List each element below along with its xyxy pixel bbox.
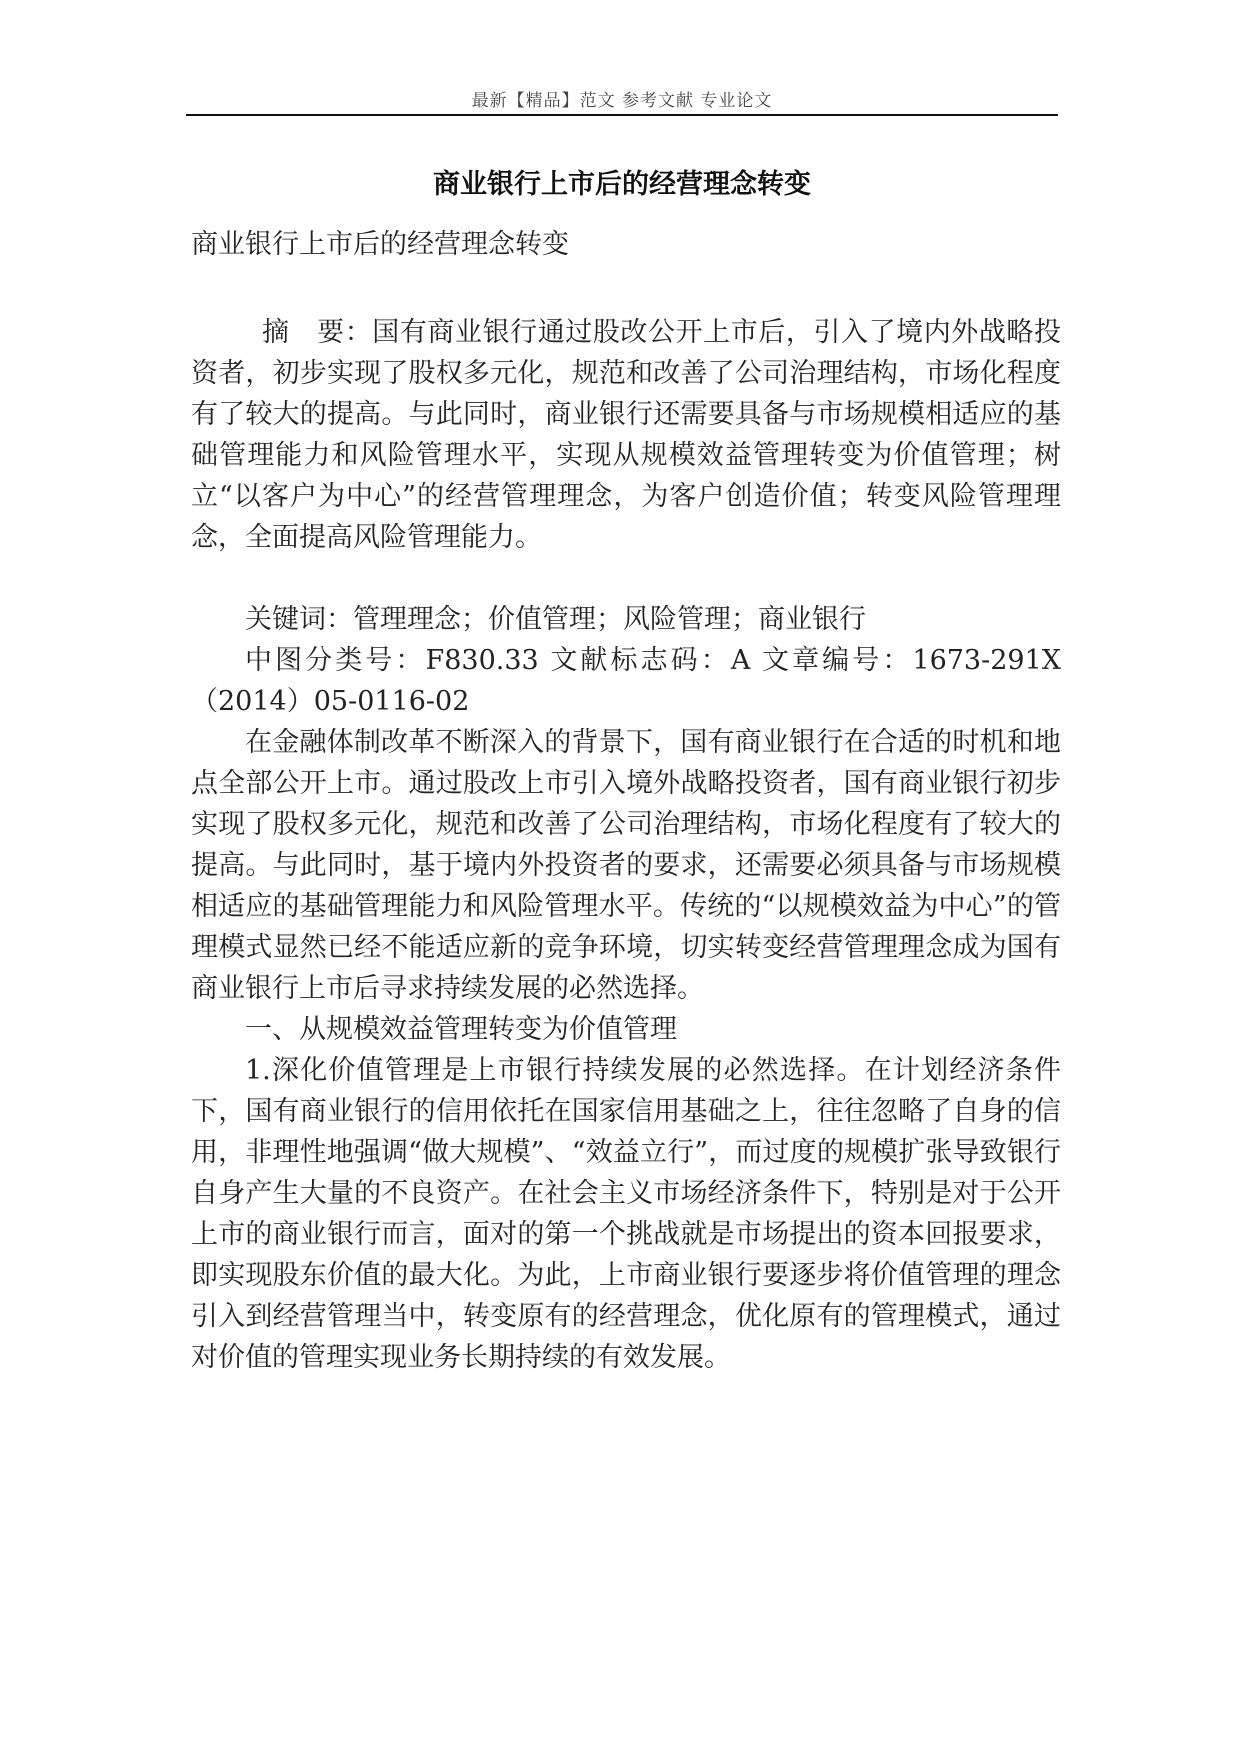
abstract-paragraph: 摘 要：国有商业银行通过股改公开上市后，引入了境内外战略投资者，初步实现了股权多元化，规范和改善了公司治理结构，市场化程度有了较大的提高。与此同时，商业银行还需要具备与市场规模相适应的基础管理能力和风险管理水平，实现从规模效益管理转变为价值管理；树立“以客户为中心”的经营管理理念，为客户创造价值；转变风险管理理念，全面提高风险管理能力。 — [191, 317, 1061, 553]
document-body — [191, 312, 1061, 1378]
paragraph-gap — [191, 558, 1061, 599]
keywords-line: 关键词：管理理念；价值管理；风险管理；商业银行 — [245, 604, 866, 635]
document-subtitle: 商业银行上市后的经营理念转变 — [191, 229, 569, 260]
header-divider — [186, 114, 1058, 116]
section-heading-1: 一、从规模效益管理转变为价值管理 — [245, 1014, 677, 1045]
classification-line: 中图分类号：F830.33 文献标志码：A 文章编号：1673-291X（2014）05-0116-02 — [191, 645, 1061, 717]
body-paragraph-2: 1.深化价值管理是上市银行持续发展的必然选择。在计划经济条件下，国有商业银行的信用依托在国家信用基础之上，往往忽略了自身的信用，非理性地强调“做大规模”、“效益立行”，而过度的规模扩张导致银行自身产生大量的不良资产。在社会主义市场经济条件下，特别是对于公开上市的商业银行而言，面对的第一个挑战就是市场提出的资本回报要求，即实现股东价值的最大化。为此，上市商业银行要逐步将价值管理的理念引入到经营管理当中，转变原有的经营理念，优化原有的管理模式，通过对价值的管理实现业务长期持续的有效发展。 — [191, 1055, 1061, 1373]
document-title: 商业银行上市后的经营理念转变 — [433, 169, 811, 200]
page-header: 最新【精品】范文 参考文献 专业论文 — [471, 91, 773, 111]
body-paragraph-1: 在金融体制改革不断深入的背景下，国有商业银行在合适的时机和地点全部公开上市。通过股改上市引入境外战略投资者，国有商业银行初步实现了股权多元化，规范和改善了公司治理结构，市场化程度有了较大的提高。与此同时，基于境内外投资者的要求，还需要必须具备与市场规模相适应的基础管理能力和风险管理水平。传统的“以规模效益为中心”的管理模式显然已经不能适应新的竞争环境，切实转变经营管理理念成为国有商业银行上市后寻求持续发展的必然选择。 — [191, 727, 1061, 1004]
